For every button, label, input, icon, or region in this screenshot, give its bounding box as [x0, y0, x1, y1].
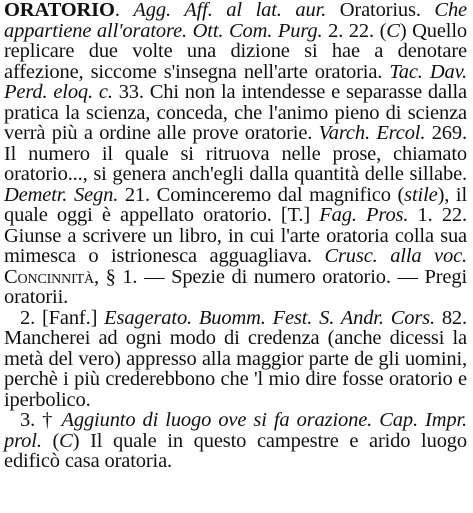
italic-text: Agg. Aff. al lat. aur.: [133, 0, 327, 21]
text-run: 1. 22. Giunse a scrivere un libro, in cui l'arte oratoria colla sua mimesca o istrionesca agguagliava.: [4, 204, 468, 267]
text-run: Oratorius.: [326, 0, 435, 21]
text-run: 21. Cominceremo dal magnifico (: [118, 183, 405, 206]
text-run: .: [114, 0, 134, 21]
italic-text: C: [59, 429, 73, 452]
text-run: 2. 22. (: [322, 19, 387, 42]
text-run: 82. Mancherei ad ogni modo di credenza (anche dicessi la metà del vero) appresso alla maggior parte de gli uomini, perchè i più crederebbono che 'l mio dire fosse oratorio e iperbolico.: [4, 306, 467, 411]
text-run: ) Il quale in questo campestre e arido luogo edificò casa oratoria.: [4, 429, 468, 472]
italic-text: stile: [404, 183, 438, 206]
text-run: ), il quale oggi è appellato oratorio. [T.]: [4, 183, 467, 226]
entry-paragraph-main: [4, 0, 467, 308]
italic-text: Esagerato. Buomm. Fest. S. Andr. Cors.: [104, 306, 435, 329]
entry-paragraph-sense-2: [4, 308, 467, 411]
italic-text: Varch. Ercol.: [318, 122, 426, 144]
small-caps-text: Concinnità: [4, 265, 94, 288]
text-run: ) Quello replicare due volte una dizione si hae a denotare affezione, siccome s'insegna nell'arte oratoria.: [4, 19, 468, 83]
text-run: 2. [Fanf.]: [20, 306, 105, 329]
text-run: , § 1. — Spezie di numero oratorio. — Pregi oratorii.: [4, 265, 467, 308]
text-run: 269. Il numero il quale si ritruova nelle prose, chiamato oratorio..., si genera anch'egli dalla quantità delle sillabe.: [4, 122, 467, 185]
text-run: 3. †: [20, 409, 62, 431]
italic-text: Fag. Pros.: [319, 204, 409, 226]
italic-text: C: [386, 19, 400, 42]
italic-text: Crusc. alla voc.: [324, 245, 467, 267]
italic-text: Demetr. Segn.: [4, 183, 119, 206]
text-run: 33. Chi non la intendesse e separasse dalla pratica la scienza, conceda, che l'animo pieno di scienza verrà più a ordine alle prove oratorie.: [4, 81, 467, 144]
italic-text: Che appartiene all'oratore. Ott. Com. Purg.: [4, 0, 467, 42]
italic-text: Tac. Dav. Perd. eloq. c.: [4, 60, 467, 103]
text-run: (: [41, 429, 60, 452]
entry-paragraph-sense-3: [4, 410, 467, 472]
headword: ORATORIO: [4, 0, 115, 21]
italic-text: Aggiunto di luogo ove si fa orazione. Cap. Impr. prol.: [4, 409, 467, 452]
